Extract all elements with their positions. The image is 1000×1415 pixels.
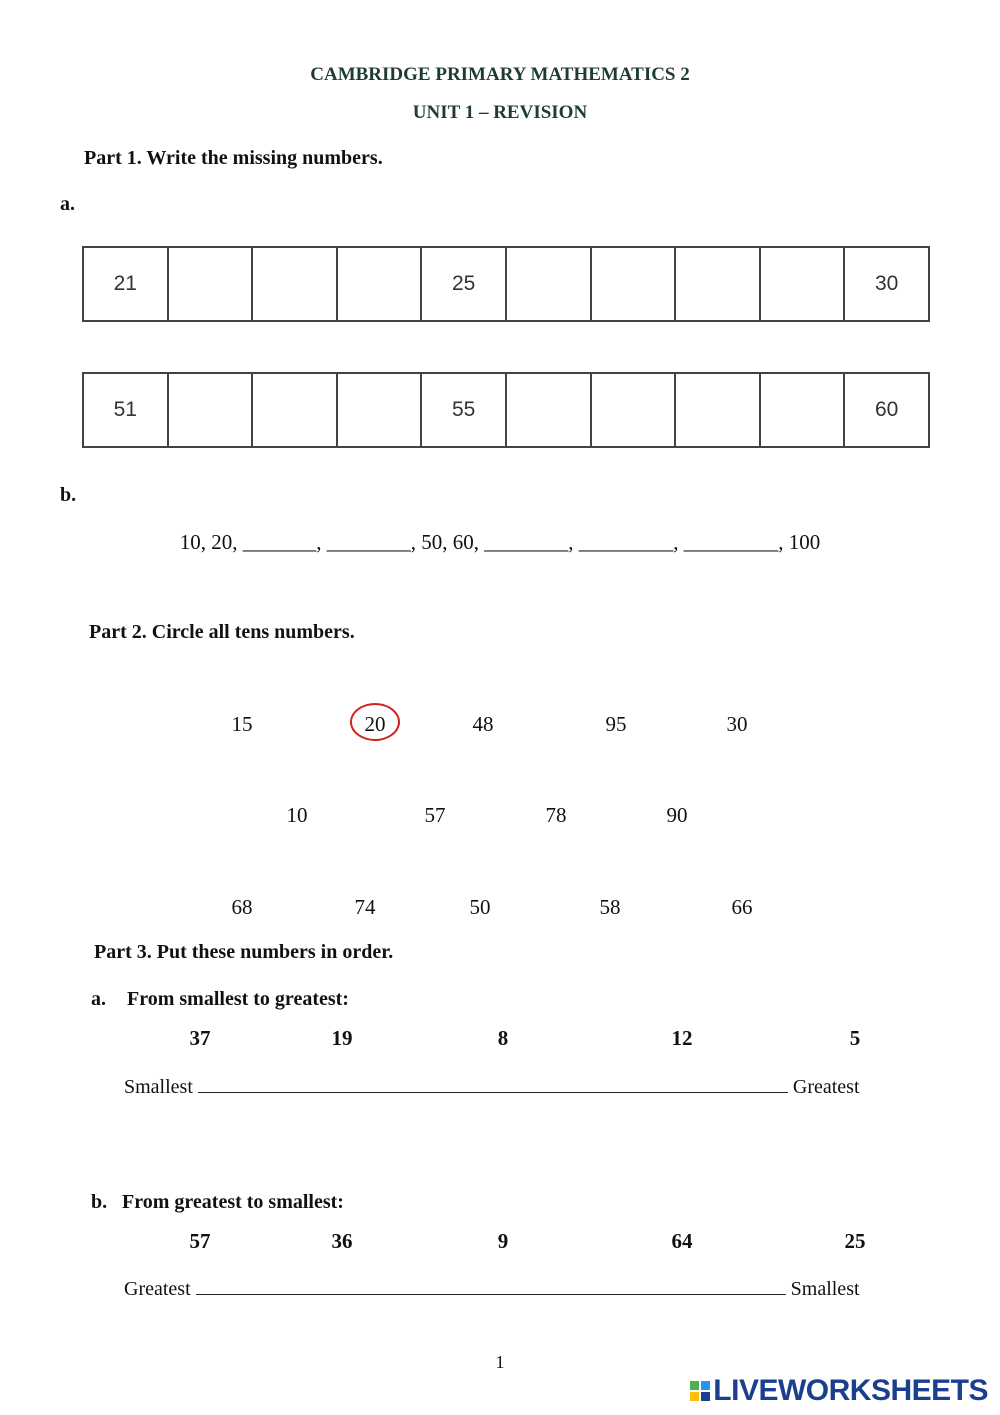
number-option[interactable]: 90 <box>666 803 688 827</box>
number-option[interactable]: 15 <box>231 712 253 736</box>
part1-a-label: a. <box>60 193 75 215</box>
grid-cell-blank[interactable] <box>592 374 677 446</box>
number-option[interactable]: 74 <box>354 895 376 919</box>
logo-square-yellow <box>690 1392 699 1401</box>
grid-cell-blank[interactable] <box>507 374 592 446</box>
grid-cell: 51 <box>84 374 169 446</box>
grid-cell-blank[interactable] <box>592 248 677 320</box>
number-grid-row2 <box>82 372 930 448</box>
grid-cell: 55 <box>422 374 507 446</box>
number-option[interactable]: 95 <box>605 712 627 736</box>
number-option[interactable]: 30 <box>726 712 748 736</box>
answer-line[interactable] <box>196 1276 786 1295</box>
number-option[interactable]: 78 <box>545 803 567 827</box>
grid-cell-blank[interactable] <box>169 248 254 320</box>
grid-cell-blank[interactable] <box>761 374 846 446</box>
part3-a-heading: From smallest to greatest: <box>127 988 349 1010</box>
order-line-a <box>124 1074 860 1099</box>
number-option[interactable]: 68 <box>231 895 253 919</box>
part2-heading: Part 2. Circle all tens numbers. <box>89 621 355 643</box>
order-number: 12 <box>671 1026 693 1050</box>
grid-cell: 60 <box>874 398 899 421</box>
part3-a-label: a. <box>91 988 106 1010</box>
part1-b-label: b. <box>60 484 77 506</box>
answer-line[interactable] <box>198 1074 788 1093</box>
order-number: 8 <box>497 1026 509 1050</box>
order-line-b <box>124 1276 860 1301</box>
logo-square-navy <box>701 1392 710 1401</box>
worksheet-subtitle: UNIT 1 – REVISION <box>412 102 588 123</box>
liveworksheets-icon <box>690 1381 710 1401</box>
logo-square-green <box>690 1381 699 1390</box>
number-option[interactable]: 48 <box>472 712 494 736</box>
number-option[interactable]: 20 <box>364 712 386 736</box>
grid-cell-blank[interactable] <box>338 248 423 320</box>
order-number: 37 <box>189 1026 211 1050</box>
counting-sequence[interactable]: 10, 20, _______, ________, 50, 60, ________, _________, _________, 100 <box>179 530 821 554</box>
grid-cell: 25 <box>422 248 507 320</box>
grid-cell-blank[interactable] <box>507 248 592 320</box>
order-end-label: Smallest <box>790 1278 860 1300</box>
order-start-label: Greatest <box>124 1278 191 1300</box>
grid-cell-blank[interactable] <box>676 248 761 320</box>
liveworksheets-logo <box>690 1374 988 1408</box>
grid-cell: 30 <box>874 272 899 295</box>
order-number: 19 <box>331 1026 353 1050</box>
number-option[interactable]: 50 <box>469 895 491 919</box>
brand-name: LIVEWORKSHEETS <box>713 1374 988 1407</box>
worksheet-title: CAMBRIDGE PRIMARY MATHEMATICS 2 <box>310 64 690 85</box>
grid-cell-blank[interactable] <box>338 374 423 446</box>
grid-cell-blank[interactable] <box>253 374 338 446</box>
order-number: 25 <box>844 1229 866 1253</box>
order-number: 36 <box>331 1229 353 1253</box>
order-end-label: Greatest <box>792 1076 860 1098</box>
number-option[interactable]: 57 <box>424 803 446 827</box>
grid-cell-blank[interactable] <box>169 374 254 446</box>
part3-heading: Part 3. Put these numbers in order. <box>94 941 394 963</box>
grid-cell-blank[interactable] <box>676 374 761 446</box>
part3-b-label: b. <box>91 1191 108 1213</box>
grid-cell-blank[interactable] <box>253 248 338 320</box>
order-start-label: Smallest <box>124 1076 193 1098</box>
number-option[interactable]: 10 <box>286 803 308 827</box>
grid-cell-blank[interactable] <box>761 248 846 320</box>
grid-cell: 21 <box>84 248 169 320</box>
order-number: 57 <box>189 1229 211 1253</box>
order-number: 5 <box>849 1026 861 1050</box>
number-grid-row1 <box>82 246 930 322</box>
number-option[interactable]: 66 <box>731 895 753 919</box>
order-number: 64 <box>671 1229 693 1253</box>
part3-b-heading: From greatest to smallest: <box>122 1191 344 1213</box>
number-option[interactable]: 58 <box>599 895 621 919</box>
order-number: 9 <box>497 1229 509 1253</box>
part1-heading: Part 1. Write the missing numbers. <box>84 147 383 169</box>
page-number: 1 <box>495 1352 505 1372</box>
logo-square-blue <box>701 1381 710 1390</box>
